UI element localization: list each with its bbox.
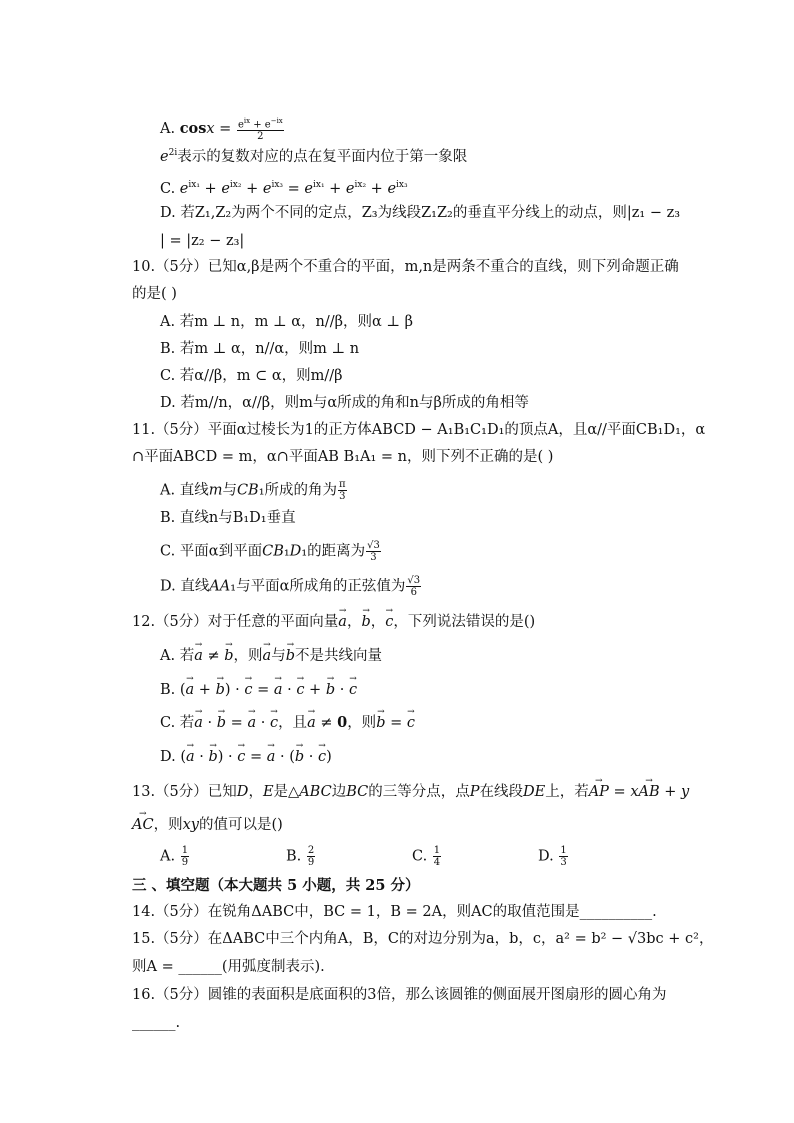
q10-option-d: D. 若m//n，α//β，则m与α所成的角和n与β所成的角相等: [160, 395, 529, 411]
q11-stem-line1: 11.（5分）平面α过棱长为1的正方体ABCD − A₁B₁C₁D₁的顶点A，且α//平面CB₁D₁，α: [132, 422, 706, 438]
pi-over-3-fraction: $\frac{\pi}{3}$: [339, 479, 346, 502]
q14: 14.（5分）在锐角ΔABC中，BC = 1，B = 2A，则AC的取值范围是__________.: [132, 904, 657, 920]
q10-option-a: A. 若m ⊥ n，m ⊥ α，n//β，则α ⊥ β: [160, 314, 414, 330]
q9-option-d-line2: | = |z₂ − z₃|: [160, 233, 245, 249]
q13-option-d: D. $\frac{1}{3}$: [538, 845, 567, 868]
q12-option-c: C. 若→ a · → b = → a · → c，且→ a ≠ 0，则→ b = → c: [160, 713, 415, 733]
q15-line2: 则A = ______(用弧度制表示).: [132, 959, 325, 975]
q9a-fraction: $\frac{e^{ix} + e^{-ix}}{2}$: [237, 117, 283, 143]
q12-option-a: A. 若→ a ≠ → b，则→ a与→ b不是共线向量: [160, 646, 382, 666]
q11-option-c: C. 平面α到平面CB₁D₁的距离为 $\frac{√3}{3}$: [160, 540, 380, 563]
q10-stem-line1: 10.（5分）已知α,β是两个不重合的平面，m,n是两条不重合的直线，则下列命题正确: [132, 259, 679, 275]
q9-option-c: C. $e^{ix_1} + e^{ix_2} + e^{ix_3} = e^{ix_1} + e^{ix_2} + e^{ix_3}$: [160, 180, 408, 197]
q16-line1: 16.（5分）圆锥的表面积是底面积的3倍，那么该圆锥的侧面展开图扇形的圆心角为: [132, 987, 667, 1003]
sqrt3-over-3-fraction: $\frac{√3}{3}$: [367, 540, 380, 563]
q13-option-b: B. $\frac{2}{9}$: [286, 845, 315, 868]
q9-option-a: A. cosx = $\frac{e^{ix} + e^{-ix}}{2}$: [160, 117, 283, 143]
q13-option-c: C. $\frac{1}{4}$: [412, 845, 441, 868]
sqrt3-over-6-fraction: $\frac{√3}{6}$: [407, 575, 421, 598]
q10-stem-line2: 的是( ): [132, 286, 177, 302]
q10-option-c: C. 若α//β，m ⊂ α，则m//β: [160, 368, 343, 384]
q11-option-d: D. 直线AA₁与平面α所成角的正弦值为 $\frac{√3}{6}$: [160, 575, 421, 598]
q11-option-a: A. 直线m与CB₁所成的角为 $\frac{\pi}{3}$: [160, 479, 346, 502]
q16-line2: ______.: [132, 1015, 181, 1031]
q12-option-b: B. (→ a + → b) · → c = → a · → c + → b · → c: [160, 680, 357, 700]
section-heading-fill-in: 三 、填空题（本大题共 5 小题，共 25 分）: [132, 877, 420, 894]
q13-stem-line2: → AC，则xy的值可以是(): [132, 815, 283, 835]
q13-option-a: A. $\frac{1}{9}$: [160, 845, 189, 868]
q9-option-b: $e^{2i}$表示的复数对应的点在复平面内位于第一象限: [160, 148, 468, 165]
q13-stem-line1: 13.（5分）已知D，E是△ABC边BC的三等分点，点P在线段DE上，若→ AP = x→ AB + y: [132, 782, 689, 802]
q9-option-d-line1: D. 若Z₁,Z₂为两个不同的定点，Z₃为线段Z₁Z₂的垂直平分线上的动点，则|z₁ − z₃: [160, 205, 681, 221]
q12-option-d: D. (→ a · → b) · → c = → a · (→ b · → c): [160, 747, 332, 767]
q12-stem: 12.（5分）对于任意的平面向量→ a，→ b，→ c，下列说法错误的是(): [132, 612, 535, 632]
q11-option-b: B. 直线n与B₁D₁垂直: [160, 510, 296, 526]
q15-line1: 15.（5分）在ΔABC中三个内角A，B，C的对边分别为a，b，c，a² = b² − √3bc + c²，: [132, 931, 714, 947]
q11-stem-line2: ∩平面ABCD = m，α∩平面AB B₁A₁ = n，则下列不正确的是( ): [132, 449, 554, 465]
q10-option-b: B. 若m ⊥ α，n//α，则m ⊥ n: [160, 341, 360, 357]
